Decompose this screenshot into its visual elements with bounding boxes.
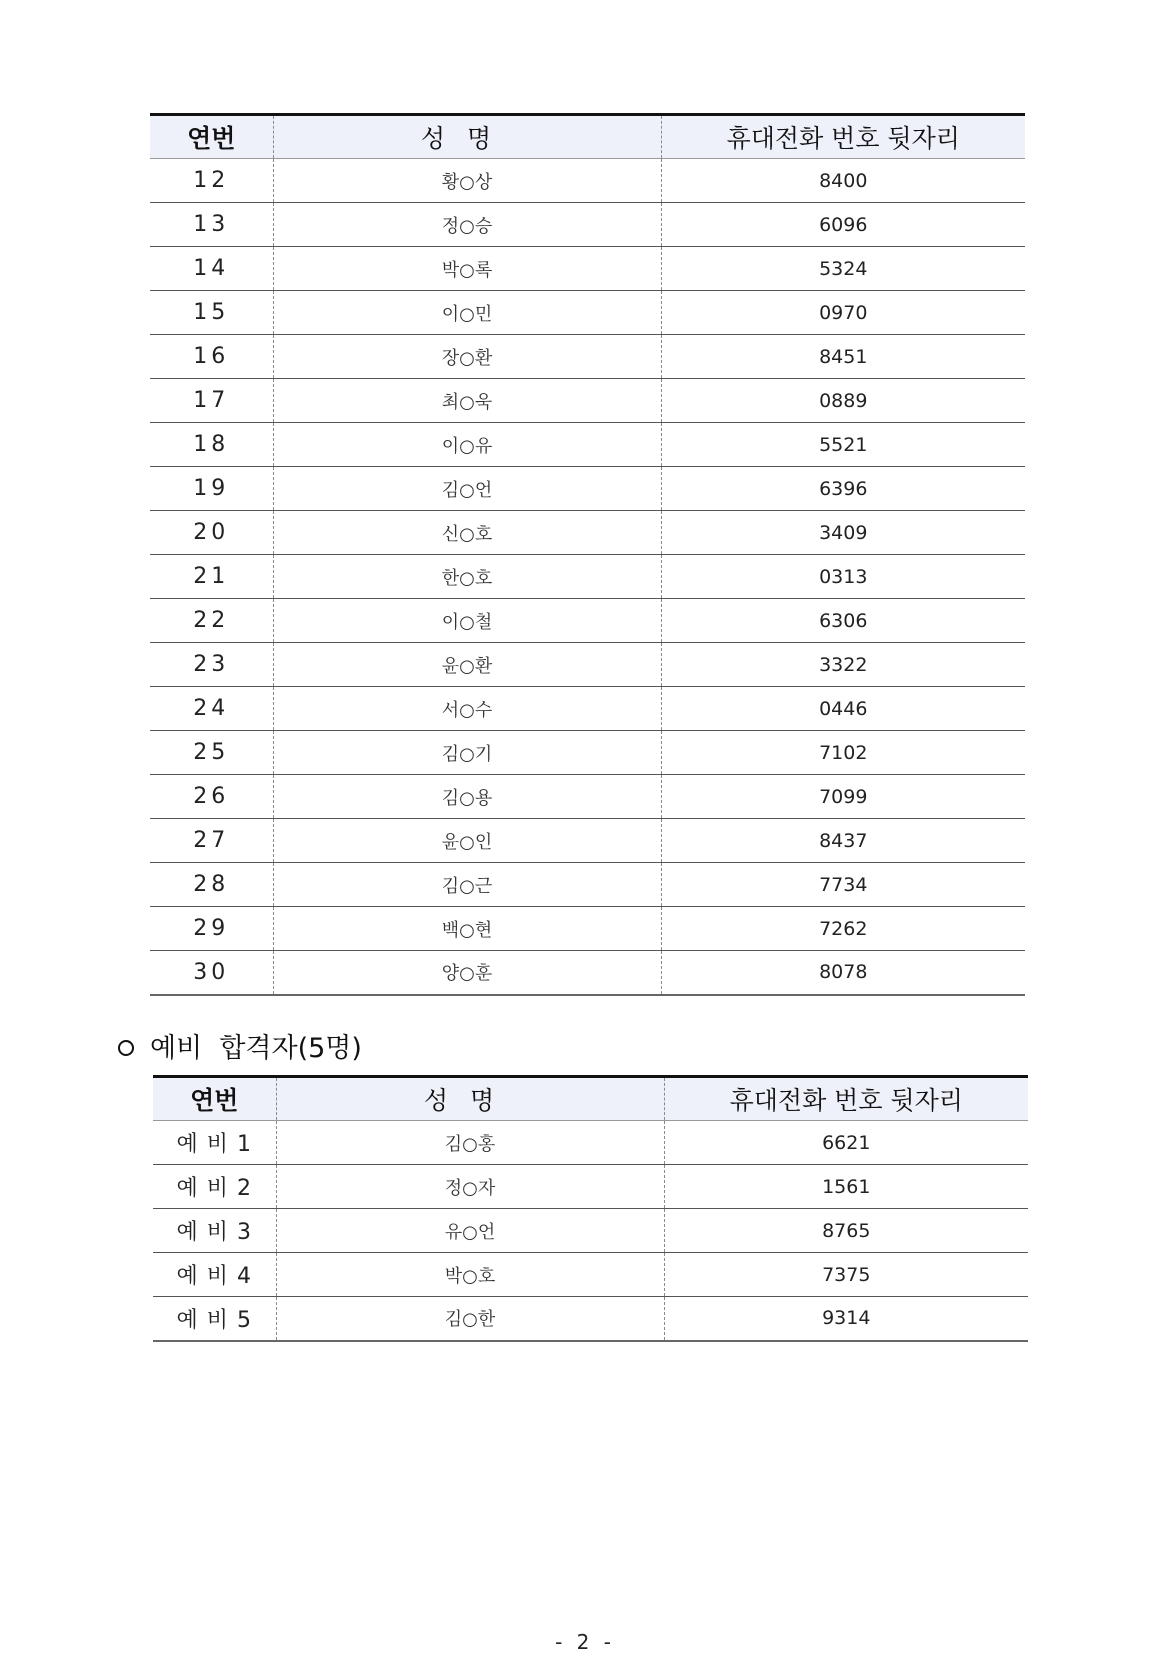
row-name: 유○언 — [276, 1209, 664, 1253]
row-phone-suffix: 7262 — [661, 907, 1025, 951]
table-row — [150, 555, 1025, 599]
row-phone-suffix: 3409 — [661, 511, 1025, 555]
table-row — [150, 643, 1025, 687]
column-header-phone: 휴대전화 번호 뒷자리 — [661, 115, 1025, 159]
column-header-name: 성명 — [276, 1077, 664, 1121]
row-number: 20 — [150, 511, 273, 555]
table-row — [150, 687, 1025, 731]
reserve-section-title — [118, 1026, 362, 1065]
table-row — [150, 511, 1025, 555]
row-name: 장○환 — [273, 335, 661, 379]
row-name: 한○호 — [273, 555, 661, 599]
row-name: 김○언 — [273, 467, 661, 511]
row-number: 15 — [150, 291, 273, 335]
page-number: - 2 - — [555, 1630, 615, 1654]
table-row — [153, 1121, 1028, 1165]
table-row — [150, 599, 1025, 643]
row-phone-suffix: 7734 — [661, 863, 1025, 907]
row-phone-suffix: 7099 — [661, 775, 1025, 819]
row-number: 12 — [150, 159, 273, 203]
row-phone-suffix: 8437 — [661, 819, 1025, 863]
row-name: 김○한 — [276, 1297, 664, 1341]
table-row — [150, 907, 1025, 951]
reserve-candidates-table — [153, 1075, 1028, 1342]
row-phone-suffix: 8400 — [661, 159, 1025, 203]
row-name: 정○승 — [273, 203, 661, 247]
row-phone-suffix: 6306 — [661, 599, 1025, 643]
table-row — [153, 1297, 1028, 1341]
row-phone-suffix: 6096 — [661, 203, 1025, 247]
column-header-number: 연번 — [150, 115, 273, 159]
reserve-section-title-text: 예비 합격자(5명) — [150, 1033, 362, 1064]
table-row — [150, 203, 1025, 247]
table-row — [153, 1165, 1028, 1209]
row-number: 25 — [150, 731, 273, 775]
row-number: 예 비 1 — [153, 1121, 276, 1165]
row-name: 백○현 — [273, 907, 661, 951]
row-phone-suffix: 8451 — [661, 335, 1025, 379]
row-name: 서○수 — [273, 687, 661, 731]
row-name: 김○용 — [273, 775, 661, 819]
row-phone-suffix: 7102 — [661, 731, 1025, 775]
column-header-name: 성명 — [273, 115, 661, 159]
row-number: 16 — [150, 335, 273, 379]
table-row — [150, 775, 1025, 819]
table-row — [150, 467, 1025, 511]
row-number: 17 — [150, 379, 273, 423]
row-name: 박○호 — [276, 1253, 664, 1297]
row-name: 양○훈 — [273, 951, 661, 995]
row-phone-suffix: 0446 — [661, 687, 1025, 731]
row-number: 26 — [150, 775, 273, 819]
row-name: 이○유 — [273, 423, 661, 467]
table-row — [153, 1209, 1028, 1253]
row-phone-suffix: 1561 — [664, 1165, 1028, 1209]
table-header-row — [153, 1077, 1028, 1121]
row-name: 황○상 — [273, 159, 661, 203]
row-number: 예 비 3 — [153, 1209, 276, 1253]
row-number: 예 비 5 — [153, 1297, 276, 1341]
row-name: 윤○인 — [273, 819, 661, 863]
row-phone-suffix: 0970 — [661, 291, 1025, 335]
table-row — [153, 1253, 1028, 1297]
row-phone-suffix: 0889 — [661, 379, 1025, 423]
column-header-phone: 휴대전화 번호 뒷자리 — [664, 1077, 1028, 1121]
row-name: 이○철 — [273, 599, 661, 643]
row-phone-suffix: 0313 — [661, 555, 1025, 599]
row-number: 28 — [150, 863, 273, 907]
row-phone-suffix: 6396 — [661, 467, 1025, 511]
row-phone-suffix: 7375 — [664, 1253, 1028, 1297]
row-phone-suffix: 8078 — [661, 951, 1025, 995]
row-number: 예 비 4 — [153, 1253, 276, 1297]
row-name: 이○민 — [273, 291, 661, 335]
row-phone-suffix: 3322 — [661, 643, 1025, 687]
row-number: 27 — [150, 819, 273, 863]
row-number: 18 — [150, 423, 273, 467]
row-name: 박○록 — [273, 247, 661, 291]
circle-bullet-icon — [118, 1040, 134, 1056]
row-number: 예 비 2 — [153, 1165, 276, 1209]
row-name: 윤○환 — [273, 643, 661, 687]
row-number: 22 — [150, 599, 273, 643]
passed-candidates-table — [150, 113, 1025, 996]
column-header-number: 연번 — [153, 1077, 276, 1121]
row-number: 14 — [150, 247, 273, 291]
table-row — [150, 291, 1025, 335]
table-row — [150, 379, 1025, 423]
row-number: 30 — [150, 951, 273, 995]
row-phone-suffix: 5324 — [661, 247, 1025, 291]
row-phone-suffix: 9314 — [664, 1297, 1028, 1341]
table-row — [150, 951, 1025, 995]
row-name: 김○기 — [273, 731, 661, 775]
row-name: 최○욱 — [273, 379, 661, 423]
row-name: 정○자 — [276, 1165, 664, 1209]
table-row — [150, 423, 1025, 467]
table-header-row — [150, 115, 1025, 159]
row-number: 19 — [150, 467, 273, 511]
row-phone-suffix: 8765 — [664, 1209, 1028, 1253]
row-number: 21 — [150, 555, 273, 599]
row-number: 23 — [150, 643, 273, 687]
row-number: 13 — [150, 203, 273, 247]
table-row — [150, 159, 1025, 203]
table-row — [150, 247, 1025, 291]
row-name: 김○근 — [273, 863, 661, 907]
table-row — [150, 863, 1025, 907]
table-row — [150, 731, 1025, 775]
row-phone-suffix: 6621 — [664, 1121, 1028, 1165]
row-name: 김○홍 — [276, 1121, 664, 1165]
row-name: 신○호 — [273, 511, 661, 555]
row-phone-suffix: 5521 — [661, 423, 1025, 467]
row-number: 29 — [150, 907, 273, 951]
table-row — [150, 335, 1025, 379]
row-number: 24 — [150, 687, 273, 731]
table-row — [150, 819, 1025, 863]
